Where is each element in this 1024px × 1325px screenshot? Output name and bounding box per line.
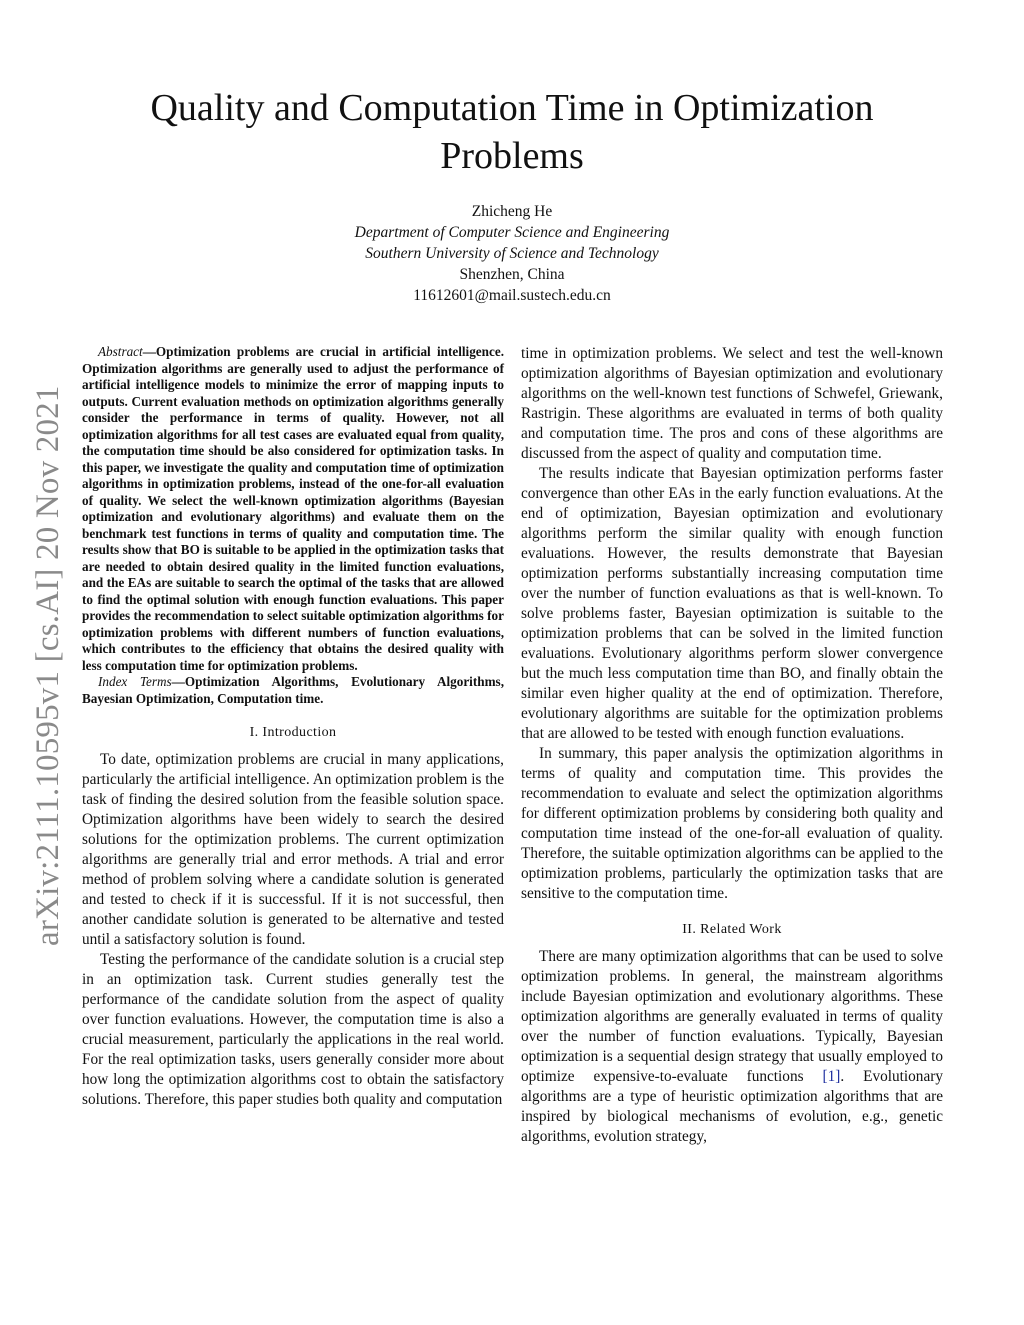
arxiv-identifier: arXiv:2111.10595v1 [cs.AI] 20 Nov 2021 (30, 385, 66, 946)
section-heading-related-work: II. Related Work (682, 922, 782, 937)
author-university: Southern University of Science and Technology (365, 245, 659, 262)
related-text-a: There are many optimization algorithms that can be used to solve optimization problems. In general, the mainstream algorithms include Bayesian optimization and evolutionary algorithms. These optimization algorithms are generally evaluated in terms of quality over the number of function evaluations. Typically, Bayesian optimization is a sequential design strategy that usually employed to optimize expensive-to-evaluate functions (521, 948, 943, 1085)
author-email: 11612601@mail.sustech.edu.cn (413, 287, 611, 304)
left-column (82, 344, 504, 1110)
citation-link[interactable]: [1] (822, 1068, 841, 1085)
intro-paragraph-2-continued: time in optimization problems. We select and test the well-known optimization algorithms of Bayesian optimization and evolutionary algorithms on the well-known test functions of Schwefel, Griewank, Rastrigin. These algorithms are evaluated in terms of both quality and computation time. The pros and cons of these algorithms are discussed from the aspect of quality and computation time. (521, 345, 943, 462)
index-terms-text: —Optimization Algorithms, Evolutionary Algorithms, Bayesian Optimization, Computation time. (82, 674, 504, 706)
intro-paragraph-2: Testing the performance of the candidate solution is a crucial step in an optimization task. Current studies generally test the performance of the candidate solution from the aspect of quality over function evaluations. However, the computation time is also a crucial measurement, particularly the applications in the real world. For the real optimization tasks, users generally consider more about how long the optimization algorithms cost to obtain the satisfactory solutions. Therefore, this paper studies both quality and computation (82, 951, 504, 1108)
author-location: Shenzhen, China (459, 266, 565, 283)
author-department: Department of Computer Science and Engineering (354, 224, 670, 241)
related-text-b: . Evolutionary algorithms are a type of heuristic optimization algorithms that are inspired by biological mechanisms of evolution, e.g., genetic algorithms, evolution strategy, (521, 1068, 943, 1145)
index-terms (82, 674, 504, 707)
section-heading-introduction: I. Introduction (249, 725, 337, 740)
intro-paragraph-4: In summary, this paper analysis the optimization algorithms in terms of quality and computation time. This provides the recommendation to evaluate and select the optimization algorithms for different optimization problems by considering both quality and computation time instead of the one-for-all evaluation of quality. Therefore, the suitable optimization algorithms can be applied to the optimization problems, particularly the optimization tasks that are sensitive to the computation time. (521, 745, 943, 902)
intro-paragraph-3: The results indicate that Bayesian optimization performs faster convergence than other EAs in the early function evaluations. At the end of optimization, Bayesian optimization and evolutionary algorithms perform the similar quality with enough function evaluations. However, the results demonstrate that Bayesian optimization performs substantially increasing computation time over the number of function evaluations as that is well-known. To solve problems faster, Bayesian optimization is suitable to the optimization problems that can be solved in the limited function evaluations. Evolutionary algorithms perform slower convergence but the much less computation time than BO, and finally obtain the similar even higher quality at the end of optimization. Therefore, evolutionary algorithms are suitable for the optimization problems that are allowed to be tested with enough function evaluations. (521, 465, 943, 742)
paper-title: Quality and Computation Time in Optimization Problems (150, 87, 874, 177)
abstract (82, 344, 504, 674)
related-paragraph-1 (521, 947, 943, 1147)
abstract-lead: Abstract (98, 344, 143, 359)
abstract-text: —Optimization problems are crucial in artificial intelligence. Optimization algorithms are generally used to adjust the performance of artificial intelligence models to minimize the error of mapping inputs to outputs. Current evaluation methods on optimization algorithms generally consider the performance in terms of quality. However, not all optimization algorithms for all test cases are evaluated equal from quality, the computation time should be also considered for optimization tasks. In this paper, we investigate the quality and computation time of optimization algorithms in optimization problems, instead of the one-for-all evaluation of quality. We select the well-known optimization algorithms (Bayesian optimization and evolutionary algorithms) and evaluate them on the benchmark test functions in terms of quality and computation time. The results show that BO is suitable to be applied in the optimization tasks that are needed to obtain desired quality in the limited function evaluations, and the EAs are suitable to search the optimal of the tasks that are allowed to find the optimal solution with enough function evaluations. This paper provides the recommendation to select suitable optimization algorithms for optimization problems with different numbers of function evaluations, which contributes to the efficiency that obtains the desired quality with less computation time for optimization problems. (82, 344, 504, 673)
right-column (521, 344, 943, 1147)
author-block (212, 201, 812, 306)
intro-paragraph-1: To date, optimization problems are crucial in many applications, particularly the artificial intelligence. An optimization problem is the task of finding the desired solution from the feasible solution space. Optimization algorithms have been widely to search the desired solutions for the optimization problems. The current optimization algorithms are generally trial and error methods. A trial and error method of problem solving where a candidate solution is generated and tested to check if it is successful. If it is not successful, then another candidate solution is generated to be alternative and tested until a satisfactory solution is found. (82, 751, 504, 948)
index-terms-lead: Index Terms (98, 674, 172, 689)
author-name: Zhicheng He (471, 203, 553, 220)
